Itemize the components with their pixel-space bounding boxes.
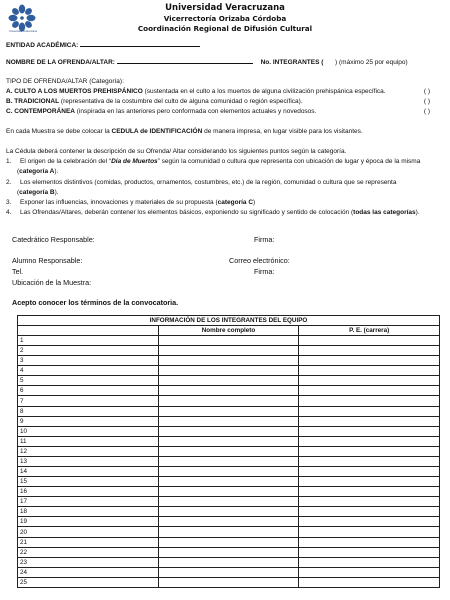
row-number: 10 xyxy=(18,426,159,436)
members-label: No. INTEGRANTES ( xyxy=(260,59,324,66)
accept-terms xyxy=(12,298,440,307)
category-desc: (sustentada en el culto a los muertos de alguna civilización prehispánica específica. xyxy=(144,88,386,95)
row-number: 20 xyxy=(18,527,159,537)
table-row xyxy=(18,487,440,497)
member-program-cell[interactable] xyxy=(299,517,440,527)
category-item-b xyxy=(6,98,440,106)
member-name-cell[interactable] xyxy=(158,396,299,406)
member-program-cell[interactable] xyxy=(299,537,440,547)
member-program-cell[interactable] xyxy=(299,467,440,477)
member-name-cell[interactable] xyxy=(158,557,299,567)
category-item-a xyxy=(6,88,440,96)
category-desc: (representativa de la costumbre del culto de alguna comunidad o región específica). xyxy=(60,98,303,105)
coordination-title: Coordinación Regional de Difusión Cultural xyxy=(137,24,313,33)
members-field[interactable] xyxy=(325,58,333,64)
email-label: Correo electrónico: xyxy=(229,256,290,265)
member-name-cell[interactable] xyxy=(158,477,299,487)
table-row xyxy=(18,497,440,507)
category-title: TIPO DE OFRENDA/ALTAR xyxy=(6,78,88,85)
member-name-cell[interactable] xyxy=(158,336,299,346)
member-name-cell[interactable] xyxy=(158,497,299,507)
point-number: 4. xyxy=(6,209,12,216)
category-desc: (inspirada en las anteriores pero conformada con elementos actuales y novedosos. xyxy=(76,108,317,115)
accept-period: . xyxy=(176,298,179,307)
table-row xyxy=(18,426,440,436)
table-row xyxy=(18,446,440,456)
table-row xyxy=(18,517,440,527)
row-number: 2 xyxy=(18,346,159,356)
sample-instruction xyxy=(6,128,440,136)
table-row xyxy=(18,507,440,517)
member-name-cell[interactable] xyxy=(158,416,299,426)
point-1-cont xyxy=(17,168,440,176)
member-program-cell[interactable] xyxy=(299,527,440,537)
point-text: ). xyxy=(54,168,59,175)
vice-rectory-title: Vicerrectoría Orizaba Córdoba xyxy=(163,14,287,23)
point-text: Los elementos distintivos (comidas, productos, ornamentos, costumbres, etc.) de la región, comunidad o cultura que se representa xyxy=(20,179,397,186)
instruction-text: de manera impresa, en lugar visible para los visitantes. xyxy=(204,128,363,135)
table-row xyxy=(18,527,440,537)
table-row xyxy=(18,537,440,547)
member-name-cell[interactable] xyxy=(158,467,299,477)
member-program-cell[interactable] xyxy=(299,416,440,426)
members-note: ) (máximo 25 por equipo) xyxy=(335,59,408,66)
member-program-cell[interactable] xyxy=(299,406,440,416)
member-name-cell[interactable] xyxy=(158,567,299,577)
point-text: Las Ofrendas/Altares, deberán contener los elementos básicos, exponiendo su significado y sentido de colocación ( xyxy=(20,209,354,216)
member-name-cell[interactable] xyxy=(158,346,299,356)
table-row xyxy=(18,436,440,446)
row-number: 14 xyxy=(18,467,159,477)
point-text: ( xyxy=(17,189,20,196)
table-row xyxy=(18,406,440,416)
member-name-cell[interactable] xyxy=(158,436,299,446)
point-text: El origen de la celebración del “ xyxy=(20,158,112,165)
table-row xyxy=(18,547,440,557)
member-name-cell[interactable] xyxy=(158,366,299,376)
teacher-label: Catedrático Responsable: xyxy=(12,235,95,244)
member-program-cell[interactable] xyxy=(299,336,440,346)
member-program-cell[interactable] xyxy=(299,507,440,517)
table-row xyxy=(18,416,440,426)
point-text: ) xyxy=(253,199,256,206)
instruction-text: En cada Muestra se debe colocar la xyxy=(6,128,110,135)
header-number-cell xyxy=(18,326,159,336)
entity-field[interactable] xyxy=(80,41,200,47)
offering-name-field[interactable] xyxy=(117,58,253,64)
table-row xyxy=(18,557,440,567)
row-number: 18 xyxy=(18,507,159,517)
row-number: 1 xyxy=(18,336,159,346)
member-name-cell[interactable] xyxy=(158,386,299,396)
point-number: 1. xyxy=(6,158,12,165)
table-header-row xyxy=(18,326,440,336)
point-number: 3. xyxy=(6,199,12,206)
row-number: 15 xyxy=(18,477,159,487)
member-program-cell[interactable] xyxy=(299,577,440,587)
point-text: Exponer las influencias, innovaciones y materiales de su propuesta ( xyxy=(20,199,218,206)
entity-label: ENTIDAD ACADÉMICA: xyxy=(6,42,79,49)
member-program-cell[interactable] xyxy=(299,396,440,406)
team-members-table xyxy=(17,315,440,588)
member-program-cell[interactable] xyxy=(299,547,440,557)
category-code: A. CULTO A LOS MUERTOS PREHISPÁNICO xyxy=(6,88,143,95)
member-program-cell[interactable] xyxy=(299,436,440,446)
phone-label: Tel. xyxy=(12,267,24,276)
row-number: 21 xyxy=(18,537,159,547)
member-program-cell[interactable] xyxy=(299,497,440,507)
table-row xyxy=(18,567,440,577)
member-name-cell[interactable] xyxy=(158,356,299,366)
point-bold: categoría C xyxy=(217,199,254,206)
row-number: 6 xyxy=(18,386,159,396)
point-3 xyxy=(6,199,440,207)
table-title: INFORMACIÓN DE LOS INTEGRANTES DEL EQUIPO xyxy=(18,316,440,326)
point-bold: categoría B xyxy=(19,189,55,196)
row-number: 17 xyxy=(18,497,159,507)
category-b-checkbox[interactable]: ( ) xyxy=(423,98,430,105)
row-number: 9 xyxy=(18,416,159,426)
category-item-c xyxy=(6,108,440,116)
member-program-cell[interactable] xyxy=(299,446,440,456)
member-program-cell[interactable] xyxy=(299,376,440,386)
point-number: 2. xyxy=(6,179,12,186)
student-signature-label: Firma: xyxy=(254,267,275,276)
logo-caption: Universidad Veracruzana xyxy=(9,30,37,33)
table-row xyxy=(18,467,440,477)
row-number: 11 xyxy=(18,436,159,446)
row-number: 13 xyxy=(18,456,159,466)
category-code: B. TRADICIONAL xyxy=(6,98,60,105)
member-program-cell[interactable] xyxy=(299,557,440,567)
accept-text: Acepto conocer los términos de la convocatoria xyxy=(12,298,177,307)
table-row xyxy=(18,346,440,356)
category-title-suffix: (Categoría): xyxy=(89,78,124,85)
row-number: 24 xyxy=(18,567,159,577)
category-code: C. CONTEMPORÁNEA xyxy=(6,108,75,115)
table-row xyxy=(18,386,440,396)
header-program: P. E. (carrera) xyxy=(299,326,440,336)
entity-row xyxy=(6,41,440,50)
member-name-cell[interactable] xyxy=(158,376,299,386)
category-title-row xyxy=(6,78,440,86)
point-4 xyxy=(6,209,440,217)
row-number: 23 xyxy=(18,557,159,567)
member-program-cell[interactable] xyxy=(299,346,440,356)
table-row xyxy=(18,396,440,406)
student-label: Alumno Responsable: xyxy=(12,256,83,265)
offering-row xyxy=(6,58,440,67)
point-2-cont xyxy=(17,189,440,197)
member-name-cell[interactable] xyxy=(158,507,299,517)
member-name-cell[interactable] xyxy=(158,527,299,537)
table-row xyxy=(18,336,440,346)
table-row xyxy=(18,366,440,376)
member-name-cell[interactable] xyxy=(158,446,299,456)
cedula-intro: La Cédula deberá contener la descripción de su Ofrenda/ Altar considerando los siguientes puntos según la categoría. xyxy=(6,148,347,155)
member-program-cell[interactable] xyxy=(299,487,440,497)
point-emphasis: Día de Muertos xyxy=(111,158,158,165)
header-name: Nombre completo xyxy=(158,326,299,336)
point-text: ” según la comunidad o cultura que representa con ubicación de lugar y época de la misma xyxy=(157,158,421,165)
member-program-cell[interactable] xyxy=(299,356,440,366)
point-text: ). xyxy=(415,209,420,216)
member-program-cell[interactable] xyxy=(299,366,440,376)
table-row xyxy=(18,477,440,487)
member-name-cell[interactable] xyxy=(158,406,299,416)
point-1 xyxy=(6,158,440,166)
row-number: 8 xyxy=(18,406,159,416)
row-number: 16 xyxy=(18,487,159,497)
member-name-cell[interactable] xyxy=(158,577,299,587)
row-number: 12 xyxy=(18,446,159,456)
member-name-cell[interactable] xyxy=(158,426,299,436)
teacher-signature-label: Firma: xyxy=(254,235,275,244)
member-name-cell[interactable] xyxy=(158,456,299,466)
point-2 xyxy=(6,179,440,187)
row-number: 22 xyxy=(18,547,159,557)
row-number: 3 xyxy=(18,356,159,366)
row-number: 5 xyxy=(18,376,159,386)
instruction-bold: CEDULA de IDENTIFICACIÓN xyxy=(111,128,203,135)
category-c-checkbox[interactable]: ( ) xyxy=(423,108,430,115)
table-row xyxy=(18,456,440,466)
table-title-row xyxy=(18,316,440,326)
category-a-checkbox[interactable]: ( ) xyxy=(423,88,430,95)
point-text: ). xyxy=(54,189,59,196)
point-bold: categoría A xyxy=(19,168,55,175)
member-name-cell[interactable] xyxy=(158,537,299,547)
row-number: 25 xyxy=(18,577,159,587)
location-label: Ubicación de la Muestra: xyxy=(12,278,92,287)
member-program-cell[interactable] xyxy=(299,567,440,577)
row-number: 4 xyxy=(18,366,159,376)
member-program-cell[interactable] xyxy=(299,426,440,436)
table-row xyxy=(18,356,440,366)
table-row xyxy=(18,577,440,587)
member-program-cell[interactable] xyxy=(299,477,440,487)
university-title: Universidad Veracruzana xyxy=(165,3,285,13)
member-name-cell[interactable] xyxy=(158,517,299,527)
member-program-cell[interactable] xyxy=(299,386,440,396)
member-program-cell[interactable] xyxy=(299,456,440,466)
row-number: 7 xyxy=(18,396,159,406)
row-number: 19 xyxy=(18,517,159,527)
point-bold: todas las categorías xyxy=(353,209,416,216)
offering-name-label: NOMBRE DE LA OFRENDA/ALTAR: xyxy=(6,59,115,66)
table-row xyxy=(18,376,440,386)
point-text: ( xyxy=(17,168,20,175)
member-name-cell[interactable] xyxy=(158,547,299,557)
member-name-cell[interactable] xyxy=(158,487,299,497)
